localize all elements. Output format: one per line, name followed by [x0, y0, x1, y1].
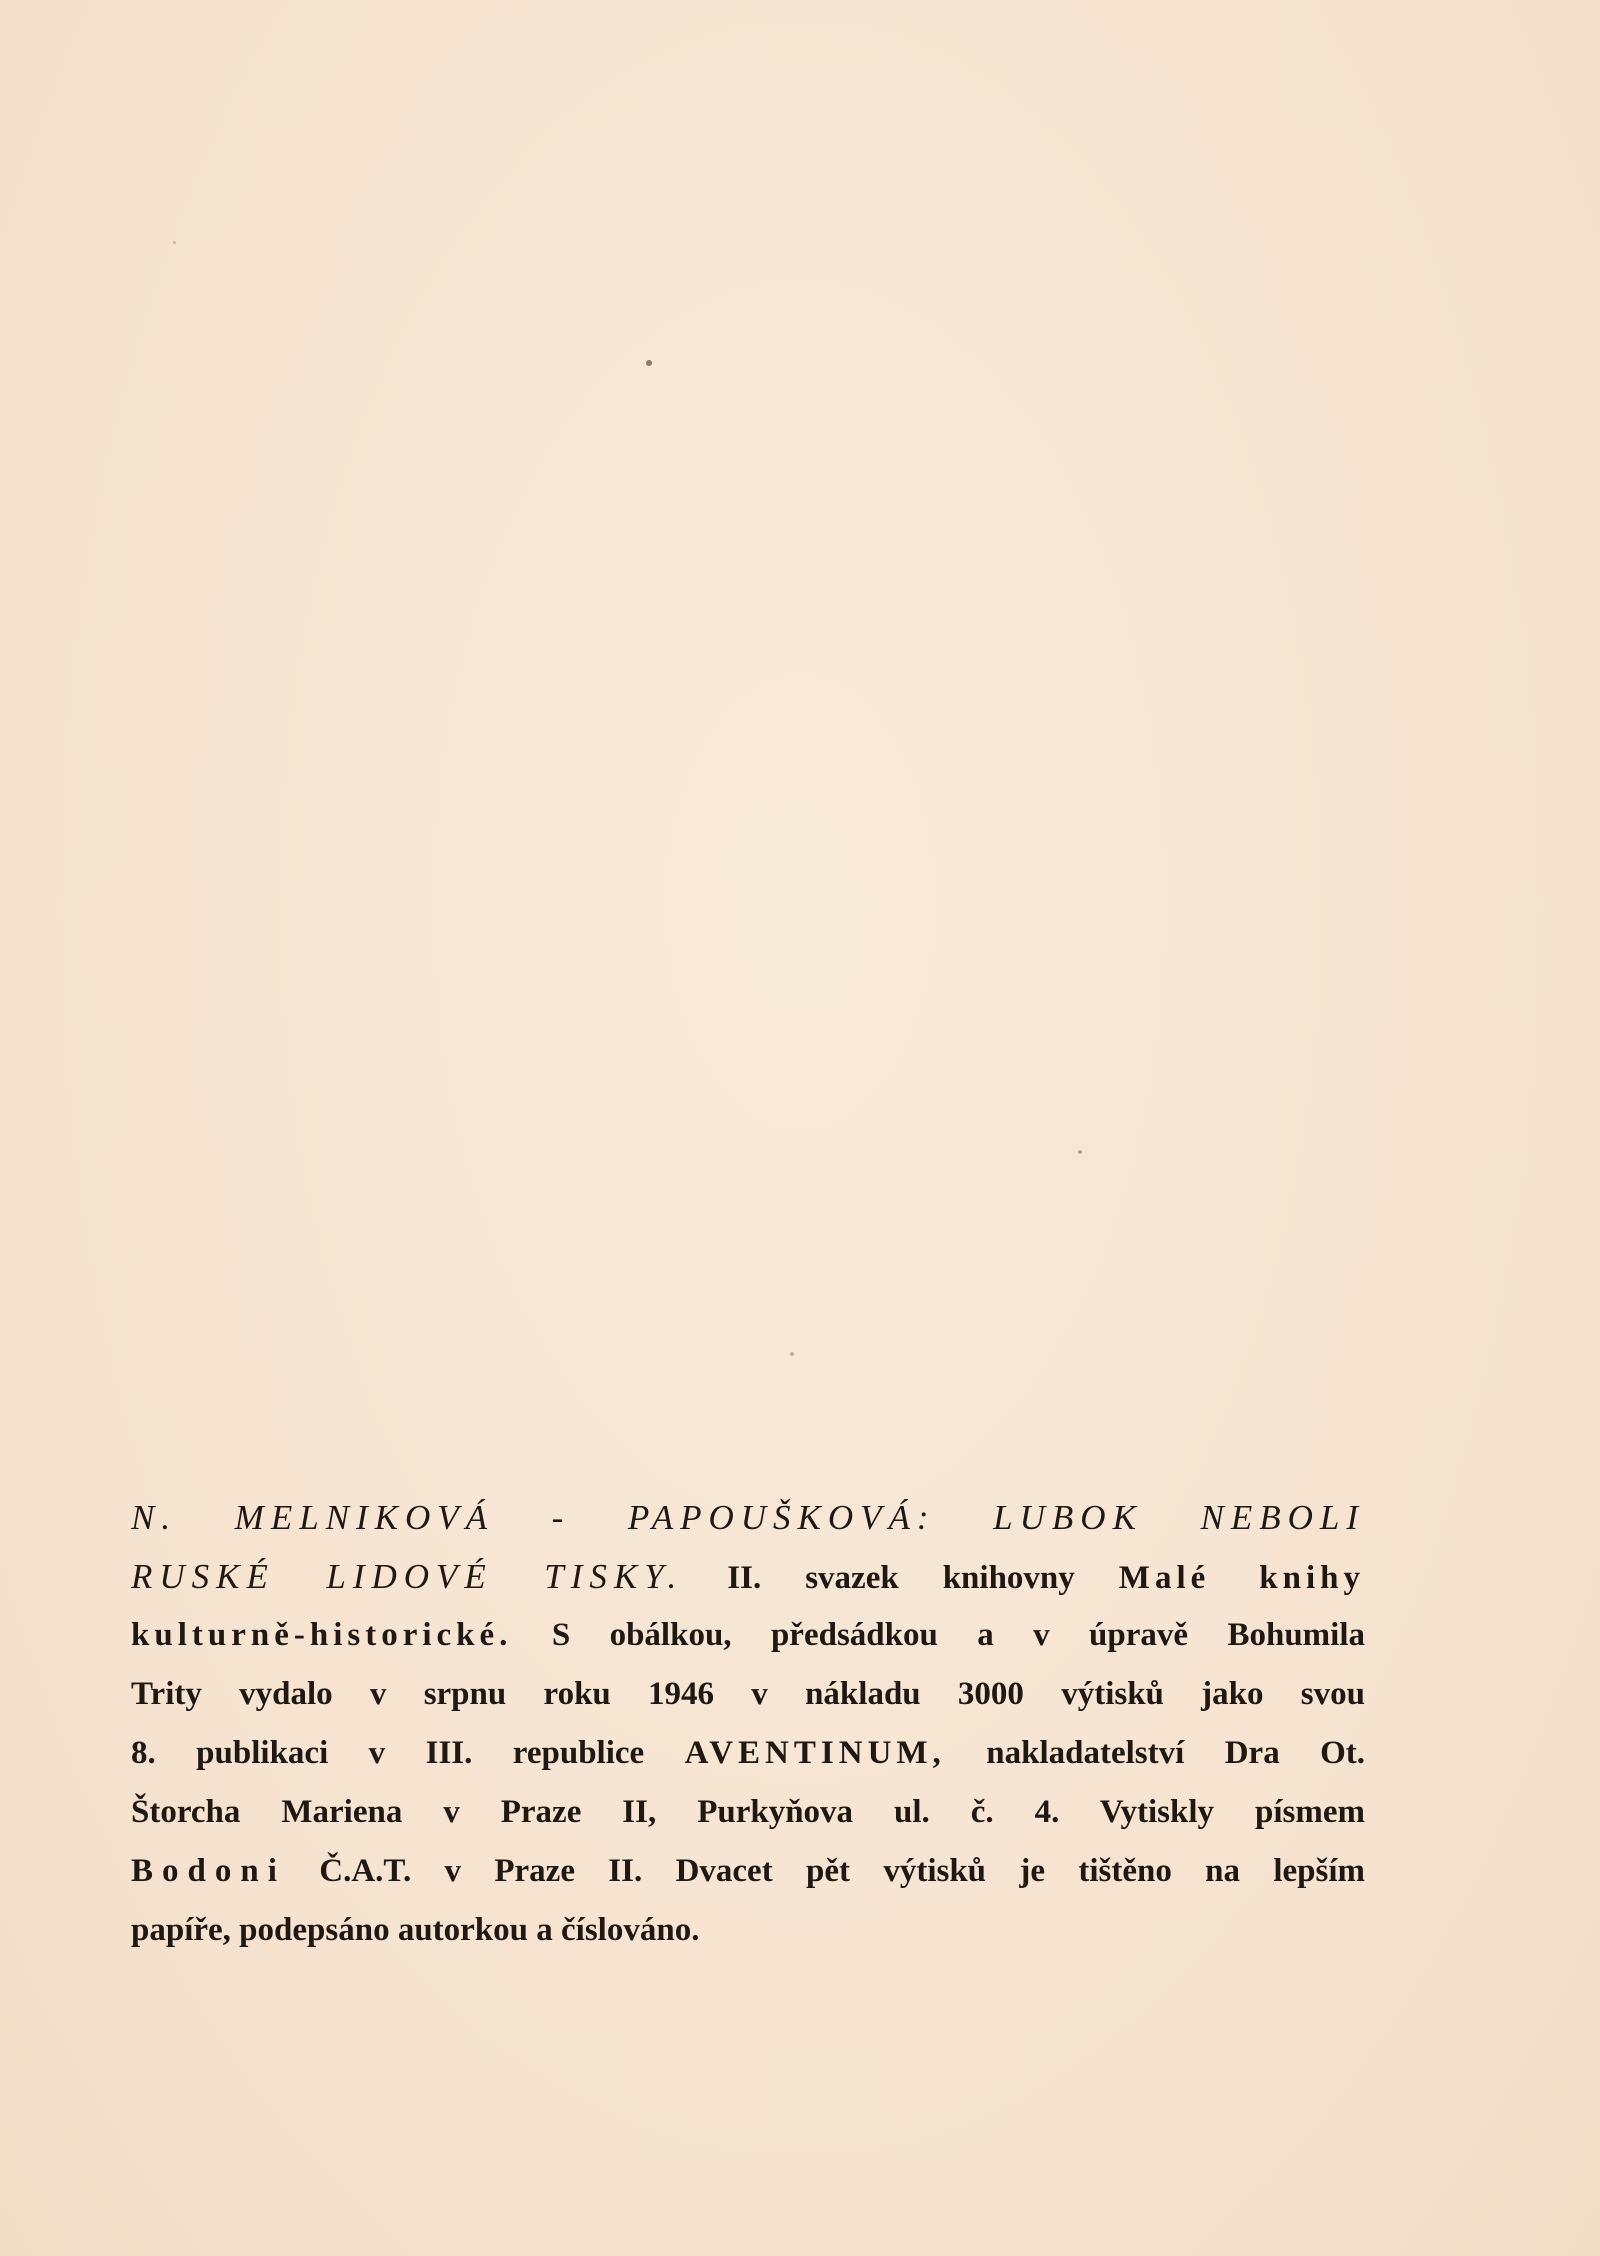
colophon-line-8: papíře, podepsáno autorkou a číslováno.: [131, 1912, 700, 1948]
series-volume: II. svazek knihovny: [727, 1560, 1075, 1596]
series-name-cont: kulturně-historické.: [131, 1617, 513, 1653]
printer-note: Č.A.T. v Praze II. Dvacet pět výtisků je tištěno na lepším: [319, 1853, 1366, 1889]
paper-speck: [173, 241, 176, 244]
colophon-line-2: [131, 1547, 1365, 1606]
series-name: Malé knihy: [1118, 1560, 1365, 1596]
publication-number: 8. publikaci v III. republice: [131, 1735, 645, 1771]
publisher-name: AVENTINUM,: [684, 1735, 946, 1771]
paper-speck: [1078, 1150, 1082, 1154]
paper-speck: [790, 1352, 794, 1356]
colophon-line-5: [131, 1724, 1365, 1783]
colophon-line-6: Štorcha Mariena v Praze II, Purkyňova ul. č. 4. Vytiskly písmem: [131, 1794, 1365, 1830]
design-note: S obálkou, předsádkou a v úpravě Bohumila: [551, 1617, 1366, 1653]
paper-speck: [646, 360, 652, 366]
colophon-line-1: N. MELNIKOVÁ - PAPOUŠKOVÁ: LUBOK NEBOLI: [131, 1498, 1365, 1537]
colophon: [131, 1488, 1365, 1960]
colophon-line-3: [131, 1606, 1365, 1665]
colophon-line-7: [131, 1842, 1365, 1901]
typeface-name: Bodoni: [131, 1853, 286, 1889]
publisher-owner: nakladatelství Dra Ot.: [986, 1735, 1366, 1771]
colophon-line-4: Trity vydalo v srpnu roku 1946 v nákladu 3000 výtisků jako svou: [131, 1676, 1365, 1712]
book-title-part: RUSKÉ LIDOVÉ TISKY.: [131, 1557, 684, 1596]
